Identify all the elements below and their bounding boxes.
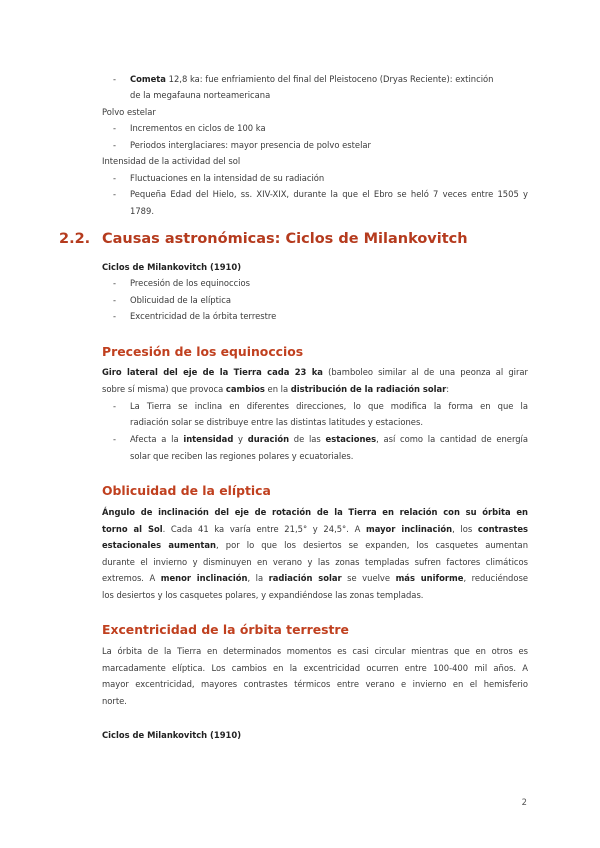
obliquity-text: . Cada 41 ka varía entre 21,5° y 24,5°. A — [162, 524, 366, 534]
list-dash: - — [113, 401, 117, 411]
comet-label: Cometa — [130, 74, 166, 84]
obliquity-text: , los — [452, 524, 478, 534]
list-dash: - — [113, 434, 117, 444]
sun-item-line: 1789. — [130, 206, 154, 216]
obliquity-text: , reduciéndose — [463, 573, 528, 583]
list-dash: - — [113, 123, 117, 133]
cycles-item: Precesión de los equinoccios — [130, 278, 251, 288]
precession-text: de las — [289, 434, 326, 444]
comet-line-1 — [130, 71, 493, 88]
precession-bold: Giro lateral del eje de la Tierra cada 23 ka — [102, 367, 323, 377]
obliquity-bold: más uniforme — [395, 573, 464, 583]
precession-text: , así como la cantidad de energía — [376, 434, 529, 444]
page-number: 2 — [521, 797, 527, 807]
precession-text: y — [233, 434, 248, 444]
cycles-item: Oblicuidad de la elíptica — [130, 295, 231, 305]
list-dash: - — [113, 173, 117, 183]
sun-heading: Intensidad de la actividad del sol — [102, 156, 241, 166]
eccentricity-heading: Excentricidad de la órbita terrestre — [102, 622, 349, 637]
precession-bullet-line: La Tierra se inclina en diferentes direcciones, lo que modifica la forma en que la — [130, 401, 528, 411]
precession-text: sobre sí misma) que provoca — [102, 384, 226, 394]
eccentricity-line-4: norte. — [102, 696, 127, 706]
precession-bold: duración — [247, 434, 290, 444]
eccentricity-line-1: La órbita de la Tierra en determinados momentos es casi circular mientras que en otros es — [102, 646, 528, 656]
obliquity-text: , por lo que los desiertos se expanden, los casquetes aumentan — [216, 540, 529, 550]
sun-item: Fluctuaciones en la intensidad de su radiación — [130, 173, 325, 183]
precession-text: Afecta a la — [130, 434, 184, 444]
precession-bullet-line — [130, 431, 528, 448]
obliquity-line-2 — [102, 521, 528, 538]
obliquity-line-5 — [102, 570, 528, 587]
list-dash: - — [113, 311, 117, 321]
comet-line-2: de la megafauna norteamericana — [130, 90, 271, 100]
obliquity-line-4: durante el invierno y disminuyen en verano y las zonas templadas sufren factores climáticos — [102, 557, 528, 567]
list-dash: - — [113, 140, 117, 150]
eccentricity-line-3: mayor excentricidad, mayores contrastes térmicos entre verano e invierno en el hemisferio — [102, 679, 528, 689]
precession-bold: estaciones — [325, 434, 377, 444]
obliquity-line-1: Ángulo de inclinación del eje de rotación de la Tierra en relación con su órbita en — [102, 507, 528, 517]
precession-bold: distribución de la radiación solar — [290, 384, 447, 394]
section-number: 2.2. — [59, 231, 91, 247]
precession-bold: cambios — [225, 384, 265, 394]
obliquity-line-6: los desiertos y los casquetes polares, y expandiéndose las zonas templadas. — [102, 590, 424, 600]
precession-line-2 — [102, 381, 449, 398]
obliquity-text: , la — [247, 573, 269, 583]
comet-text: 12,8 ka: fue enfriamiento del final del Pleistoceno (Dryas Reciente): extinción — [165, 74, 494, 84]
dust-item: Incrementos en ciclos de 100 ka — [130, 123, 266, 133]
eccentricity-line-2: marcadamente elíptica. Los cambios en la excentricidad ocurren entre 100-400 mil años. A — [102, 663, 528, 673]
obliquity-line-3 — [102, 537, 528, 554]
dust-item: Periodos interglaciares: mayor presencia de polvo estelar — [130, 140, 371, 150]
precession-bullet-line: radiación solar se distribuye entre las distintas latitudes y estaciones. — [130, 417, 423, 427]
obliquity-bold: menor inclinación — [160, 573, 248, 583]
obliquity-bold: estacionales aumentan — [102, 540, 217, 550]
obliquity-bold: torno al Sol — [102, 524, 163, 534]
precession-line-1 — [102, 364, 528, 381]
sun-item-line: Pequeña Edad del Hielo, ss. XIV-XIX, durante la que el Ebro se heló 7 veces entre 1505 y — [130, 189, 528, 199]
precession-text: : — [446, 384, 450, 394]
list-dash: - — [113, 189, 117, 199]
obliquity-heading: Oblicuidad de la elíptica — [102, 483, 271, 498]
list-dash: - — [113, 278, 117, 288]
cycles-item: Excentricidad de la órbita terrestre — [130, 311, 277, 321]
precession-bold: intensidad — [183, 434, 234, 444]
cycles-label: Ciclos de Milankovitch (1910) — [102, 262, 242, 272]
obliquity-bold: contrastes — [477, 524, 528, 534]
obliquity-bold: radiación solar — [268, 573, 342, 583]
list-dash: - — [113, 295, 117, 305]
section-title: Causas astronómicas: Ciclos de Milankovitch — [102, 231, 468, 247]
precession-text: en la — [264, 384, 291, 394]
obliquity-bold: mayor inclinación — [365, 524, 453, 534]
obliquity-text: se vuelve — [341, 573, 396, 583]
list-dash: - — [113, 74, 117, 84]
dust-heading: Polvo estelar — [102, 107, 156, 117]
cycles-label-footer: Ciclos de Milankovitch (1910) — [102, 730, 242, 740]
obliquity-text: extremos. A — [102, 573, 161, 583]
precession-bullet-line: solar que reciben las regiones polares y ecuatoriales. — [130, 451, 354, 461]
precession-heading: Precesión de los equinoccios — [102, 344, 304, 359]
precession-text: (bamboleo similar al de una peonza al girar — [322, 367, 528, 377]
section-heading — [59, 231, 468, 247]
